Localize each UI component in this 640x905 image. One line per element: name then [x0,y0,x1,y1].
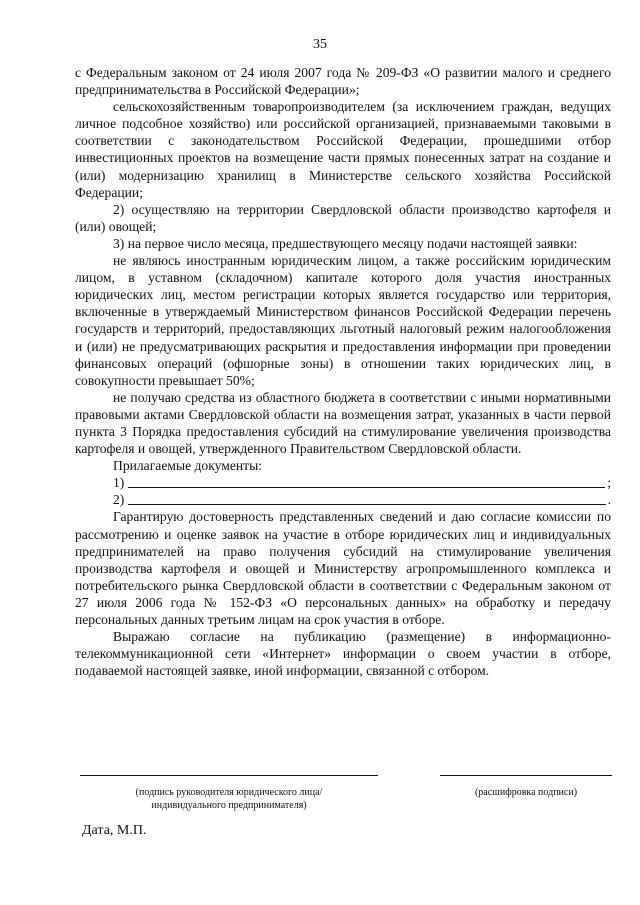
attachment-end: ; [607,475,611,491]
signature-line [80,775,378,776]
publication-consent-paragraph: Выражаю согласие на публикацию (размещение) в информационно-телекоммуникационной сети «Интернет» информации о своем участии в отборе, подаваемой настоящей заявке, иной информации, связанной с отбором. [75,629,611,679]
paragraph: 3) на первое число месяца, предшествующего месяцу подачи настоящей заявки: [113,235,578,251]
document-body [75,64,611,679]
signature-decoding-line [440,775,612,776]
attachment-number: 1) [113,475,125,491]
paragraph: не получаю средства из областного бюджета в соответствии с иными нормативными правовыми актами Свердловской области на возмещения затрат, указанных в части первой пункта 3 Порядка предоставления субсидий на стимулирование увеличения производства картофеля и овощей, утвержденного Правительством Свердловской области. [75,389,611,457]
attachment-number: 2) [113,492,125,508]
blank-fill-line [128,491,605,505]
paragraph: не являюсь иностранным юридическим лицом, а также российским юридическим лицом, в уставном (складочном) капитале которого доля участия иностранных юридических лиц, местом регистрации которых является государство или территория, включенные в утверждаемый Министерством финансов Российской Федерации перечень государств и территорий, предоставляющих льготный налоговый режим налогообложения и (или) не предусматривающих раскрытия и предоставления информации при проведении финансовых операций (офшорные зоны) в отношении таких юридических лиц, в совокупности превышает 50%; [75,253,611,388]
signature-block-right [440,775,612,799]
signature-caption-line1: (подпись руководителя юридического лица/ [135,787,323,798]
page-number: 35 [313,37,327,52]
paragraph: сельскохозяйственным товаропроизводителем (за исключением граждан, ведущих личное подсобное хозяйство) или российской организацией, признаваемыми таковыми в соответствии с законодательством Российской Федерации, прошедшими отбор инвестиционных проектов на возмещение части прямых понесенных затрат на создание и (или) модернизацию хранилищ в Министерстве сельского хозяйства Российской Федерации; [75,99,611,200]
signature-block-left [80,775,378,812]
attachment-line-1[interactable] [113,474,611,491]
paragraph: 2) осуществляю на территории Свердловской области производство картофеля и (или) овощей; [75,201,611,234]
attachment-line-2[interactable] [113,491,611,508]
attachment-end: . [607,492,611,508]
consent-paragraph: Гарантирую достоверность представленных сведений и даю согласие комиссии по рассмотрению и оценке заявок на участие в отборе юридических лиц и индивидуальных предпринимателей на право получения субсидий на стимулирование увеличения производства картофеля и овощей и Министерству агропромышленного комплекса и потребительского рынка Свердловской области в соответствии с Федеральным законом от 27 июля 2006 года № 152-ФЗ «О персональных данных» на обработку и передачу персональных данных третьим лицам на срок участия в отборе. [75,509,611,627]
signature-decoding-caption: (расшифровка подписи) [474,787,578,798]
blank-fill-line [128,474,605,488]
paragraph: с Федеральным законом от 24 июля 2007 года № 209-ФЗ «О развитии малого и среднего предпринимательства в Российской Федерации»; [75,65,611,98]
signature-caption-line2: индивидуального предпринимателя) [151,800,307,811]
attachments-heading: Прилагаемые документы: [113,458,263,474]
date-stamp-label: Дата, М.П. [82,823,147,838]
